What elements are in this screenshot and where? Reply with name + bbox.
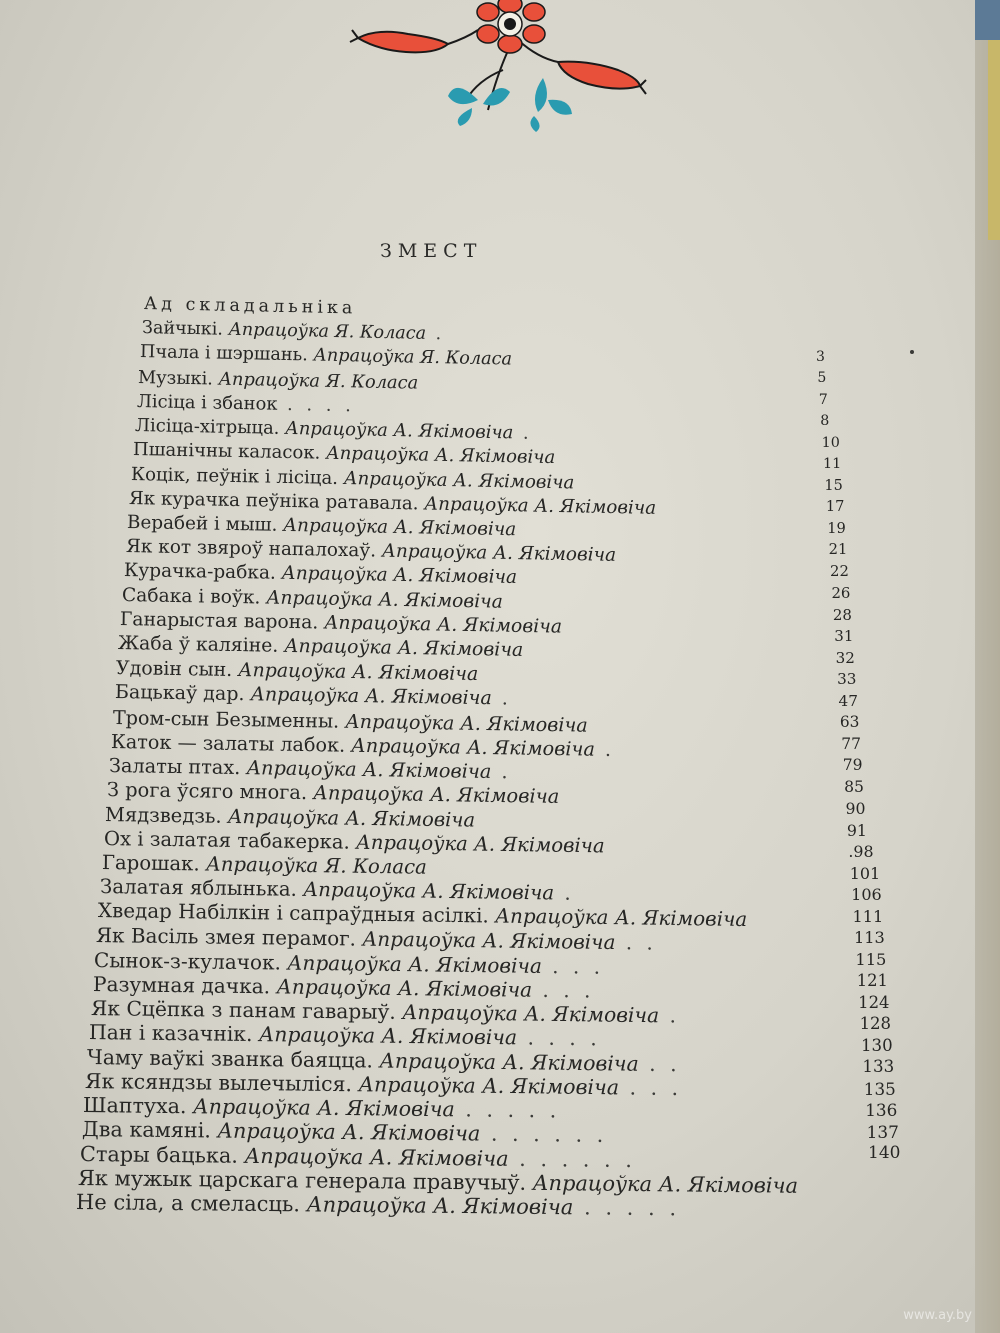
toc-entry-author: Апрацоўка А. Якімовіча	[313, 781, 560, 809]
toc-entry-leader: . . .	[542, 953, 605, 979]
toc-entry-title: Хведар Набілкін і сапраўдныя асілкі.	[97, 899, 489, 928]
toc-entry-title: Музыкі.	[138, 366, 214, 390]
toc-entry-title: Не сіла, а смеласць.	[75, 1190, 301, 1217]
toc-entry-title: Ад складальніка	[143, 294, 357, 319]
toc-page-number: 28	[832, 605, 852, 624]
toc-entry	[76, 1192, 680, 1219]
toc-page-number: 26	[831, 584, 851, 603]
toc-entry-author: Апрацоўка Я. Коласа	[205, 852, 427, 879]
toc-entry-title: Як Васіль змея перамог.	[96, 922, 357, 951]
toc-entry-leader: . . .	[619, 1075, 683, 1101]
toc-entry-title: Пшанічны каласок.	[132, 439, 321, 464]
toc-entry-title: Як кот звяроў напалохаў.	[125, 536, 376, 562]
toc-page-number: 90	[845, 799, 866, 819]
toc-entry	[138, 366, 419, 394]
toc-entry-author: Апрацоўка А. Якімовіча	[284, 418, 514, 444]
toc-entry-title: З рога ўсяго многа.	[107, 778, 308, 805]
toc-page-number: 121	[856, 971, 888, 991]
toc-entry-author: Апрацоўка А. Якімовіча	[343, 467, 575, 493]
toc-entry-author: Апрацоўка А. Якімовіча	[302, 878, 555, 905]
toc-entry-leader: . .	[638, 1051, 681, 1076]
toc-entry-title: Як Сцёпка з панам гаварыў.	[90, 996, 396, 1025]
toc-page-number: 128	[859, 1014, 892, 1034]
toc-entry-author: Апрацоўка Я. Коласа	[313, 345, 513, 371]
toc-entry-title: Зайчыкі.	[141, 318, 224, 340]
toc-page-number: 22	[830, 562, 849, 580]
toc-page-number: 5	[817, 370, 827, 387]
toc-page-number: 140	[868, 1143, 901, 1163]
toc-entry-title: Два камяні.	[81, 1117, 211, 1143]
toc-entry-author: Апрацоўка Я. Коласа	[228, 319, 427, 345]
toc-entry-title: Залаты птах.	[108, 754, 241, 780]
toc-entry-author: Апрацоўка А. Якімовіча	[275, 974, 532, 1002]
toc-entry-leader: . . . . .	[573, 1195, 681, 1221]
toc-entry-title: Лісіца-хітрыца.	[134, 415, 280, 439]
toc-page-number: 31	[834, 627, 854, 646]
toc-entry-leader: . .	[615, 929, 658, 955]
toc-entry-author: Апрацоўка А. Якімовіча	[325, 443, 556, 469]
toc-page-number: 3	[816, 349, 825, 365]
toc-entry-leader: . . .	[531, 977, 595, 1003]
toc-entry-title: Чаму ваўкі званка баяцца.	[86, 1044, 374, 1073]
toc-entry-author: Апрацоўка А. Якімовіча	[238, 659, 479, 686]
toc-page-number: 106	[851, 885, 882, 905]
toc-entry-title: Як мужык царскага генерала правучыў.	[77, 1165, 527, 1195]
toc-entry-author: Апрацоўка А. Якімовіча	[216, 1118, 480, 1146]
toc-entry	[107, 778, 560, 809]
toc-entry-title: Коцік, пеўнік і лісіца.	[130, 463, 339, 489]
toc-entry	[114, 683, 511, 709]
toc-entry-leader: . . . .	[276, 393, 355, 417]
toc-entry	[144, 296, 357, 318]
toc-entry	[118, 635, 524, 661]
toc-entry	[121, 584, 503, 613]
toc-entry-title: Ганарыстая варона.	[119, 608, 319, 634]
toc-page-number: 85	[844, 777, 864, 796]
toc-entry-title: Бацькаў дар.	[114, 681, 245, 706]
toc-entry-author: Апрацоўка А. Якімовіча	[284, 635, 524, 661]
toc-entry-title: Гарошак.	[101, 850, 200, 876]
toc-page-number: 130	[860, 1035, 893, 1055]
toc-entry	[130, 463, 575, 493]
toc-page-number: 33	[837, 670, 857, 689]
toc-page-number: 101	[849, 863, 881, 883]
toc-entry-leader: . . . . . .	[508, 1146, 636, 1172]
toc-entry-title: Залатая яблынька.	[99, 875, 297, 901]
toc-entry-author: Апрацоўка А. Якімовіча	[362, 926, 616, 954]
toc-page-number: 15	[824, 477, 843, 494]
toc-entry	[136, 390, 355, 417]
toc-entry-author: Апрацоўка А. Якімовіча	[350, 733, 595, 761]
toc-entry-leader: . . . .	[516, 1025, 601, 1051]
toc-entry-author: Апрацоўка А. Якімовіча	[355, 830, 605, 858]
toc-entry	[109, 756, 512, 782]
toc-entry-title: Разумная дачка.	[92, 972, 270, 999]
toc-heading: ЗМЕСТ	[380, 240, 483, 262]
toc-page-number: 10	[821, 434, 840, 451]
toc-entry-title: Верабей і мыш.	[127, 511, 279, 536]
toc-page-number: .98	[848, 842, 874, 862]
toc-page-number: 135	[863, 1078, 896, 1099]
toc-entry-leader: .	[594, 737, 616, 761]
toc-entry-title: Пчала і шэршань.	[140, 342, 309, 366]
toc-entry	[116, 659, 479, 684]
toc-entry-title: Мядзведзь.	[105, 802, 223, 828]
toc-entry-author: Апрацоўка А. Якімовіча	[324, 612, 563, 638]
toc-entry-title: Каток — залаты лабок.	[110, 729, 346, 757]
toc-entry	[105, 802, 476, 832]
toc-page-number: 77	[841, 734, 861, 753]
toc-entry-title: Курачка-рабка.	[123, 560, 276, 585]
toc-page-number: 47	[838, 691, 858, 710]
toc-entry-author: Апрацоўка А. Якімовіча	[287, 950, 543, 978]
toc-entry-author: Апрацоўка А. Якімовіча	[379, 1048, 639, 1076]
toc-entry-leader: . . . . . .	[479, 1121, 607, 1148]
toc-page-number: 115	[855, 949, 887, 969]
toc-entry-author: Апрацоўка А. Якімовіча	[283, 514, 517, 541]
toc-entry-title: Шаптуха.	[83, 1093, 188, 1119]
toc-page-number: 21	[828, 541, 848, 559]
toc-page-number: 63	[839, 713, 860, 732]
toc-page-number: 111	[852, 906, 884, 926]
toc-page-number: 133	[862, 1057, 895, 1077]
toc-entry-leader: .	[425, 324, 446, 345]
toc-entry	[140, 344, 512, 369]
toc-entry	[142, 320, 446, 344]
toc-entry-leader: .	[491, 687, 512, 710]
toc-page-number: 17	[825, 498, 845, 516]
toc-entry-title: Пан і казачнік.	[88, 1020, 253, 1047]
toc-entry-title: Сабака і воўк.	[121, 584, 261, 609]
toc-page-number: 136	[865, 1100, 898, 1121]
toc-entry-author: Апрацоўка А. Якімовіча	[266, 587, 503, 613]
book-spine	[988, 40, 1000, 240]
toc-entry-author: Апрацоўка А. Якімовіча	[494, 904, 748, 932]
toc-entry-author: Апрацоўка А. Якімовіча	[424, 493, 657, 519]
toc-entry	[101, 850, 427, 879]
toc-entry	[127, 511, 517, 541]
toc-entry-author: Апрацоўка А. Якімовіча	[532, 1170, 798, 1198]
toc-entry-title: Стары бацька.	[79, 1141, 238, 1168]
toc-entry-author: Апрацоўка А. Якімовіча	[244, 1143, 509, 1171]
toc-page-number: 79	[842, 756, 863, 775]
toc-entry-title: Як ксяндзы вылечыліся.	[85, 1068, 353, 1097]
toc-entry-author: Апрацоўка А. Якімовіча	[228, 804, 476, 832]
toc-entry	[124, 562, 517, 588]
toc-entry-author: Апрацоўка А. Якімовіча	[193, 1094, 456, 1122]
toc-entry-leader: .	[553, 881, 575, 905]
toc-entry-author: Апрацоўка А. Якімовіча	[401, 1000, 659, 1028]
toc-entry-leader: .	[512, 422, 533, 444]
toc-entry-leader: . . . . .	[454, 1097, 561, 1123]
toc-entry-title: Ох і залатая табакерка.	[103, 826, 350, 854]
toc-page-number: 124	[858, 992, 890, 1012]
toc-entry-title: Як курачка пеўніка ратавала.	[129, 487, 420, 515]
toc-entry-author: Апрацоўка А. Якімовіча	[381, 540, 616, 567]
toc-entry-author: Апрацоўка Я. Коласа	[218, 368, 419, 394]
toc-entry-author: Апрацоўка А. Якімовіча	[249, 683, 492, 710]
toc-entry-author: Апрацоўка А. Якімовіча	[281, 563, 518, 589]
toc-entry-title: Удовін сын.	[116, 657, 233, 682]
toc-page-number: 8	[820, 413, 830, 430]
toc-entry-title: Тром-сын Безыменны.	[112, 705, 340, 733]
toc-page-number: 137	[866, 1121, 899, 1142]
toc-page-number: 113	[853, 928, 885, 948]
toc-entry-title: Лісіца і збанок	[136, 390, 278, 415]
watermark: www.ay.by	[903, 1308, 972, 1323]
toc-entry	[133, 441, 556, 467]
toc-page-number: 91	[846, 820, 867, 840]
toc-entry-author: Апрацоўка А. Якімовіча	[258, 1022, 518, 1050]
toc-page-number: 19	[827, 519, 846, 537]
toc-entry-leader: .	[658, 1003, 680, 1028]
toc-entry-leader: .	[491, 760, 512, 784]
toc-page-number: 7	[818, 391, 828, 408]
toc-entry-author: Апрацоўка А. Якімовіча	[358, 1072, 620, 1100]
toc-entry-author: Апрацоўка А. Якімовіча	[344, 709, 588, 737]
toc-entry-author: Апрацоўка А. Якімовіча	[246, 756, 492, 784]
toc-entry-title: Сынок-з-кулачок.	[94, 947, 282, 975]
toc-page-number: 11	[823, 456, 842, 473]
toc-page-number: 32	[835, 648, 855, 667]
toc-entry	[135, 417, 533, 443]
toc-entry-author: Апрацоўка А. Якімовіча	[306, 1192, 574, 1220]
toc-entry-title: Жаба ў каляіне.	[118, 633, 279, 657]
